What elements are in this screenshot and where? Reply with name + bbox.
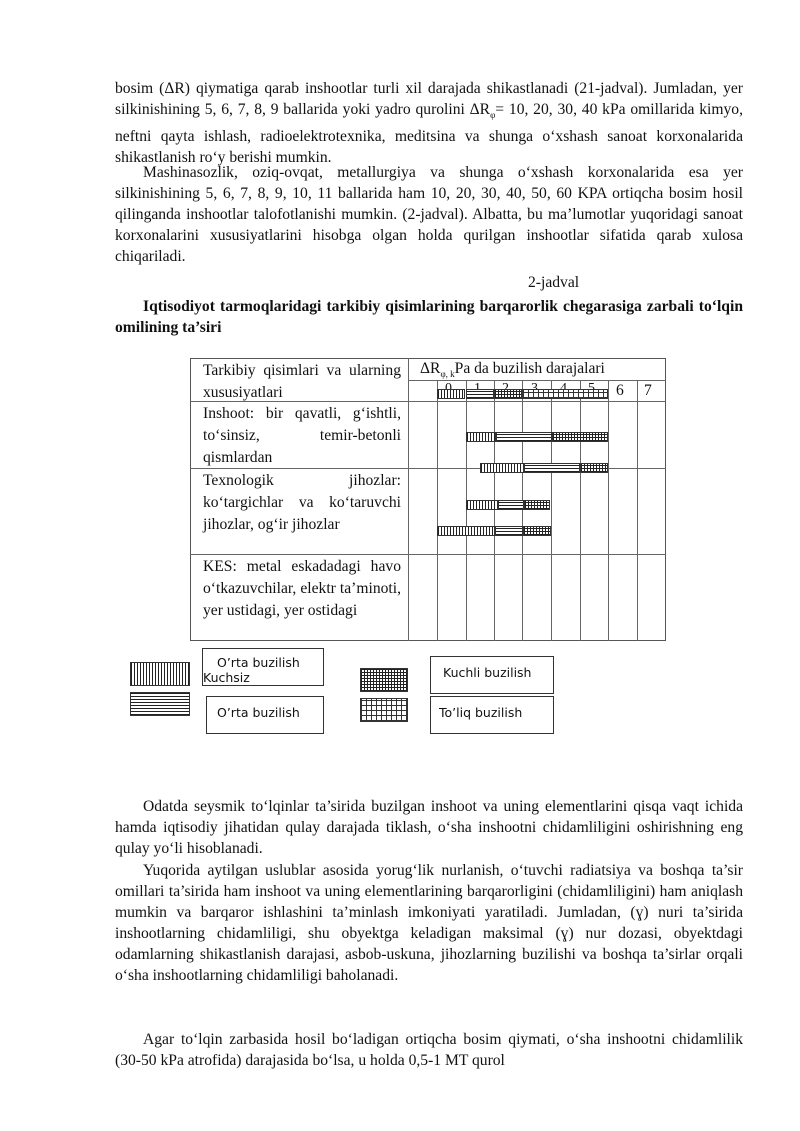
legend-box-strong [430,656,554,694]
row-2-label: Texnologik jihozlar: ko‘targichlar va ko‘taruvchi jihozlar, og‘ir jihozlar [203,472,401,533]
header-bar-weak [437,389,465,399]
legend-medium-top-label: O’rta buzilish [217,655,300,670]
legend-strong-label: Kuchli buzilish [443,665,532,680]
header-bar-medium [466,389,494,399]
row-1-bar-medium [496,432,552,442]
legend-weak-label: Kuchsiz [203,670,250,685]
row-1-bar-weak-2 [480,463,524,473]
legend-swatch-full [360,698,408,722]
row-2-bar-weak [466,500,498,510]
row-1-bar-medium-2 [524,463,580,473]
row-3-label: KES: metal eskadadagi havo o‘tkazuvchilar, elektr ta’minoti, yer ustidagi, yer ostidagi [203,558,401,619]
row-2-bar-strong [524,500,550,510]
row-2-bar-strong-2 [523,526,551,536]
paragraph-1: bosim (ΔR) qiymatiga qarab inshootlar turli xil darajada shikastlanadi (21-jadval). Jumladan, yer silkinishining 5, 6, 7, 8, 9 ballarida yoki yadro qurolini $\Delta R_\varphi= 10$, 20, 30, 40 kPa omillarida kimyo, neftni qayta ishlash, radioelektrotexnika, meditsina va shunga o‘xshash sanoat korxonalarida shikastlanish ro‘y berishi mumkin. [115,80,743,167]
row-1-bar-strong [552,432,608,442]
col2-header: $\Delta R_{\varphi, k}Pa$ da buzilish darajalari [420,360,605,380]
header-bar-full [522,389,608,399]
col1-header: Tarkibiy qisimlari va ularning xususiyatlari [203,362,401,401]
row-2-bar-medium [498,500,524,510]
legend-swatch-strong [360,668,408,692]
paragraph-4: Yuqorida aytilgan uslublar asosida yorug‘lik nurlanish, o‘tuvchi radiatsiya va boshqa ta’sir omillari ta’sirida ham inshoot va uning elementlarining barqarorligini (chidamliligini) ham aniqlash mumkin va barqaror ishlashini ta’minlash imkoniyati yaratiladi. Jumladan, (ɣ) nuri ta’sirida inshootlarning chidamliligi, shu obyektga keladigan maksimal (ɣ) nur dozasi, obyektdagi odamlarning shikastlanish darajasi, asbob-uskuna, jihozlarning buzilishi va boshqa ta’sirlar orqali o‘sha inshootlarning chidamliligi baholanadi. [115,862,743,984]
row-2-bar-weak-2 [437,526,495,536]
legend-full-label: To’liq buzilish [439,705,523,720]
table-title: Iqtisodiyot tarmoqlaridagi tarkibiy qisimlarining barqarorlik chegarasiga zarbali to‘lqin omilining ta’siri [115,298,743,336]
legend-swatch-medium [130,692,190,716]
row-1-label: Inshoot: bir qavatli, g‘ishtli, to‘sinsiz, temir-betonli qismlardan [203,405,401,466]
header-bar-strong [494,389,522,399]
legend-medium-label: O’rta buzilish [217,705,300,720]
table-number: 2-jadval [528,274,580,291]
legend-box-full [430,696,554,734]
row-1-bar-weak [466,432,496,442]
row-1-bar-strong-2 [580,463,608,473]
legend-swatch-weak [130,662,190,686]
legend-box-medium [206,696,324,734]
paragraph-5: Agar to‘lqin zarbasida hosil bo‘ladigan ortiqcha bosim qiymati, o‘sha inshootni chidamlilik (30-50 kPa atrofida) darajasida bo‘lsa, u holda 0,5-1 MT qurol [115,1031,743,1069]
paragraph-2: Mashinasozlik, oziq-ovqat, metallurgiya va shunga o‘xshash korxonalarida esa yer silkinishining 5, 6, 7, 8, 9, 10, 11 ballarida ham 10, 20, 30, 40, 50, 60 KPA ortiqcha bosim hosil qilinganda inshootlar talofotlanishi mumkin. (2-jadval). Albatta, bu ma’lumotlar yuqoridagi sanoat korxonalarini xususiyatlarini hisobga olgan holda qurilgan inshootlar sifatida qarab xulosa chiqariladi. [115,164,743,265]
scale-7: 7 [644,382,652,399]
row-2-bar-medium-2 [495,526,523,536]
scale-6: 6 [616,382,624,399]
paragraph-3: Odatda seysmik to‘lqinlar ta’sirida buzilgan inshoot va uning elementlarini qisqa vaqt ichida hamda iqtisodiy jihatidan qulay darajada tiklash, o‘sha inshootni chidamliligini oshirishning eng qulay yo‘li hisoblanadi. [115,798,743,857]
legend-box-weak [202,648,324,686]
